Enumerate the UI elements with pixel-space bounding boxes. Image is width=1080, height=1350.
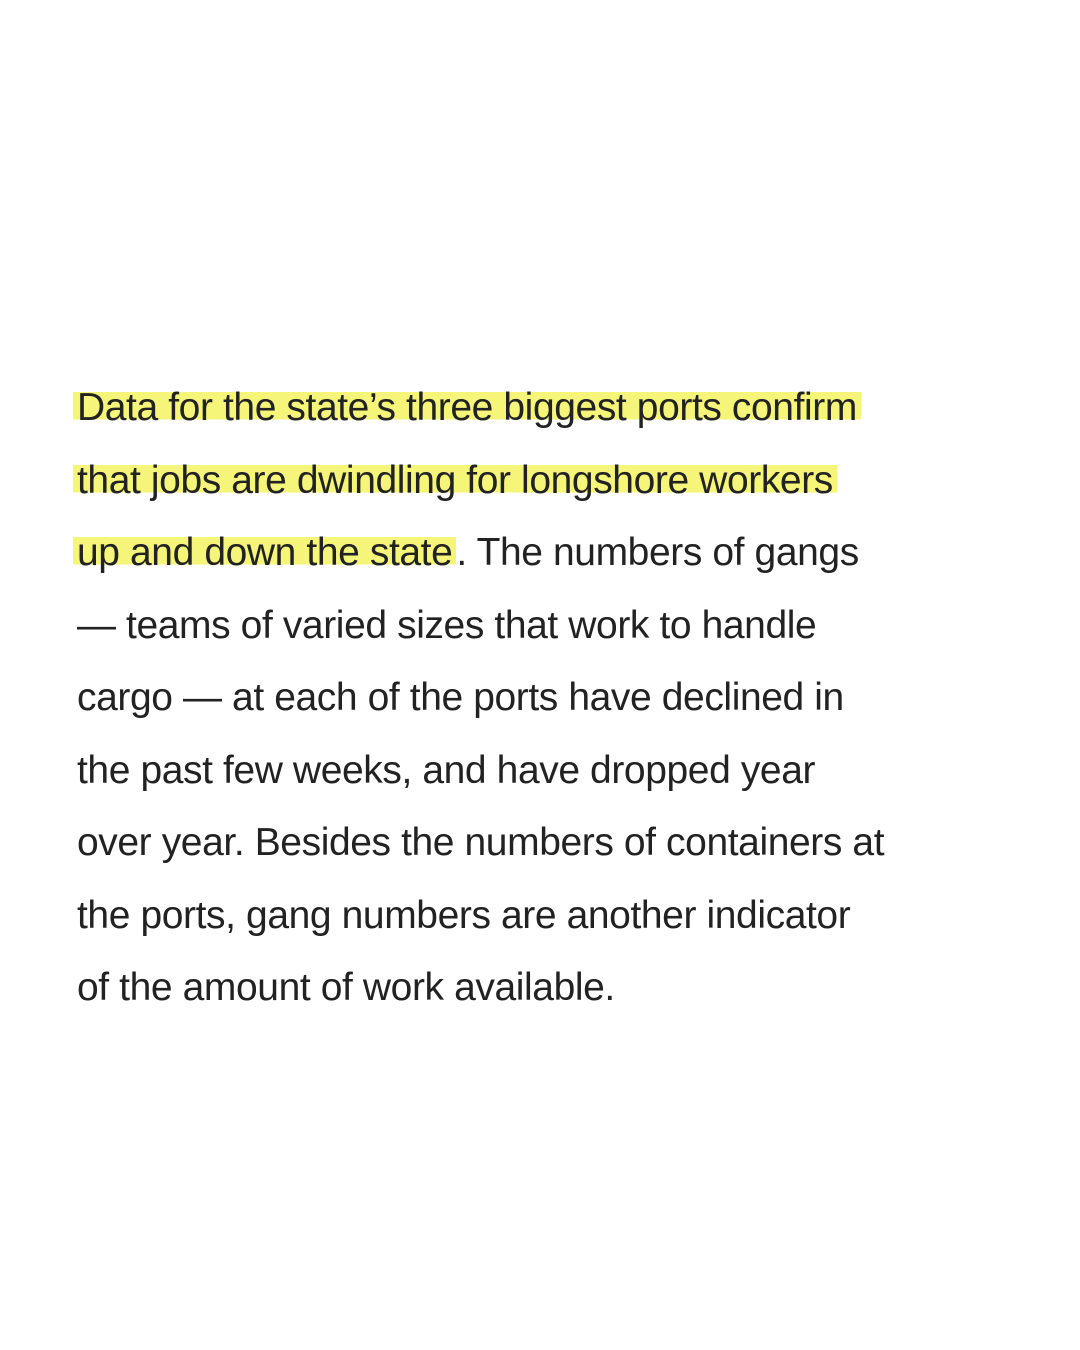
highlighted-text: that jobs are dwindling for longshore workers bbox=[73, 459, 837, 502]
paragraph-line-5 bbox=[77, 662, 1017, 735]
plain-text: — teams of varied sizes that work to handle bbox=[77, 603, 817, 647]
paragraph-line-3 bbox=[77, 517, 1017, 590]
paragraph-line-2 bbox=[77, 445, 1017, 518]
plain-text: over year. Besides the numbers of containers at bbox=[77, 821, 885, 864]
paragraph-line-1 bbox=[77, 372, 1017, 445]
plain-text: cargo — at each of the ports have declined in bbox=[77, 676, 844, 719]
article-paragraph bbox=[77, 372, 1017, 1025]
paragraph-line-6 bbox=[77, 735, 1017, 808]
highlighted-text: Data for the state’s three biggest ports confirm bbox=[73, 386, 861, 429]
paragraph-line-9 bbox=[77, 952, 1017, 1025]
plain-text: the ports, gang numbers are another indicator bbox=[77, 893, 851, 937]
plain-text: . The numbers of gangs bbox=[456, 531, 859, 574]
paragraph-line-8 bbox=[77, 880, 1017, 953]
paragraph-line-4 bbox=[77, 590, 1017, 663]
plain-text: of the amount of work available. bbox=[77, 966, 615, 1009]
plain-text: the past few weeks, and have dropped year bbox=[77, 748, 816, 792]
paragraph-line-7 bbox=[77, 807, 1017, 880]
highlighted-text: up and down the state bbox=[73, 531, 456, 574]
